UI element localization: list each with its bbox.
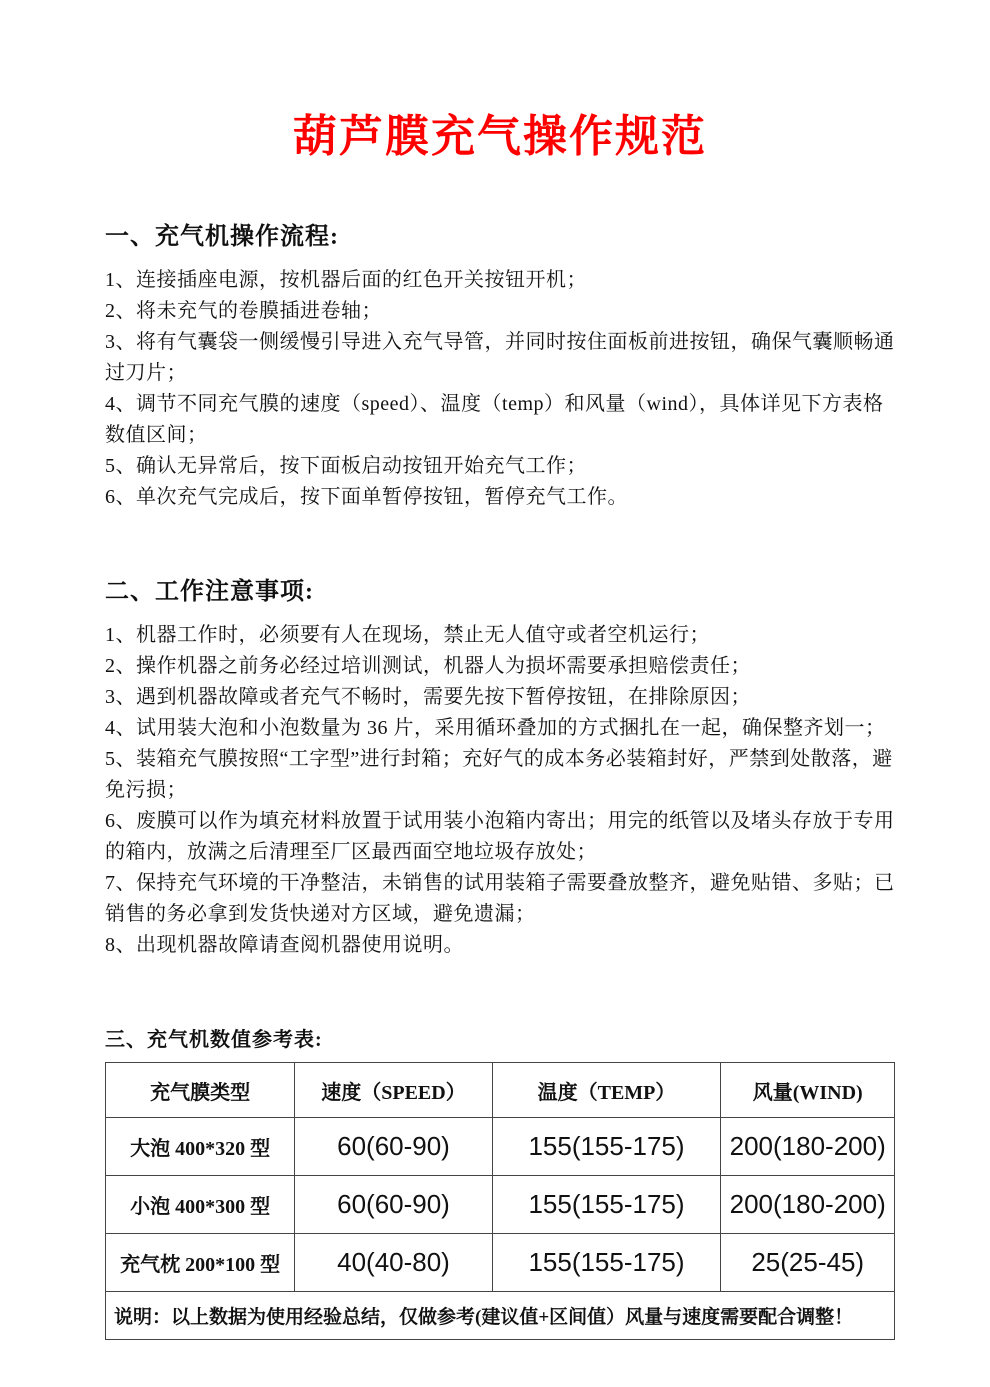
- list-item: 8、出现机器故障请查阅机器使用说明。: [105, 934, 464, 956]
- column-header: 速度（SPEED）: [295, 1063, 492, 1118]
- table-row: [106, 1234, 895, 1292]
- section-1-list: [105, 265, 895, 513]
- speed-cell: 40(40-80): [295, 1234, 492, 1292]
- section-2-heading: 二、工作注意事项:: [105, 579, 314, 605]
- film-type-cell: 大泡 400*320 型: [106, 1118, 295, 1176]
- table-row: [106, 1176, 895, 1234]
- table-note-row: [106, 1292, 895, 1340]
- temp-cell: 155(155-175): [492, 1176, 721, 1234]
- column-header: 充气膜类型: [106, 1063, 295, 1118]
- list-item: 3、遇到机器故障或者充气不畅时，需要先按下暂停按钮，在排除原因；: [105, 686, 751, 708]
- section-3-heading: 三、充气机数值参考表:: [105, 1029, 323, 1051]
- film-type-cell: 小泡 400*300 型: [106, 1176, 295, 1234]
- film-type-cell: 充气枕 200*100 型: [106, 1234, 295, 1292]
- column-header: 风量(WIND): [721, 1063, 895, 1118]
- inflation-values-table: [105, 1062, 895, 1340]
- list-item: 4、试用装大泡和小泡数量为 36 片，采用循环叠加的方式捆扎在一起，确保整齐划一；5、装箱充气膜按照“工字型”进行封箱；充好气的成本务必装箱封好，严禁到处散落，避免污损；: [105, 717, 893, 801]
- list-item: 6、单次充气完成后，按下面单暂停按钮，暂停充气工作。: [105, 486, 628, 508]
- page-title: 葫芦膜充气操作规范: [293, 112, 707, 161]
- list-item: 2、将未充气的卷膜插进卷轴；: [105, 300, 382, 322]
- list-item: 5、确认无异常后，按下面板启动按钮开始充气工作；: [105, 455, 587, 477]
- section-1-heading: 一、充气机操作流程:: [105, 224, 339, 250]
- table-note: 说明：以上数据为使用经验总结，仅做参考(建议值+区间值）风量与速度需要配合调整！: [106, 1292, 895, 1340]
- section-reference-table: [105, 1023, 895, 1340]
- table-header-row: [106, 1063, 895, 1118]
- column-header: 温度（TEMP）: [492, 1063, 721, 1118]
- section-work-notes: [105, 571, 895, 961]
- temp-cell: 155(155-175): [492, 1234, 721, 1292]
- list-item: 1、连接插座电源，按机器后面的红色开关按钮开机；: [105, 269, 587, 291]
- temp-cell: 155(155-175): [492, 1118, 721, 1176]
- list-item: 1、机器工作时，必须要有人在现场，禁止无人值守或者空机运行；: [105, 624, 710, 646]
- list-item: 7、保持充气环境的干净整洁，未销售的试用装箱子需要叠放整齐，避免贴错、多贴；已销售的务必拿到发货快递对方区域，避免遗漏；: [105, 872, 895, 925]
- section-2-list: [105, 620, 895, 961]
- list-item: 3、将有气囊袋一侧缓慢引导进入充气导管，并同时按住面板前进按钮，确保气囊顺畅通过刀片；: [105, 331, 895, 384]
- section-operation-process: [105, 216, 895, 513]
- wind-cell: 200(180-200): [721, 1176, 895, 1234]
- list-item: 4、调节不同充气膜的速度（speed）、温度（temp）和风量（wind），具体详见下方表格数值区间；: [105, 393, 884, 446]
- speed-cell: 60(60-90): [295, 1118, 492, 1176]
- speed-cell: 60(60-90): [295, 1176, 492, 1234]
- table-row: [106, 1118, 895, 1176]
- list-item: 6、废膜可以作为填充材料放置于试用装小泡箱内寄出；用完的纸管以及堵头存放于专用的箱内，放满之后清理至厂区最西面空地垃圾存放处；: [105, 810, 895, 863]
- wind-cell: 200(180-200): [721, 1118, 895, 1176]
- list-item: 2、操作机器之前务必经过培训测试，机器人为损坏需要承担赔偿责任；: [105, 655, 751, 677]
- wind-cell: 25(25-45): [721, 1234, 895, 1292]
